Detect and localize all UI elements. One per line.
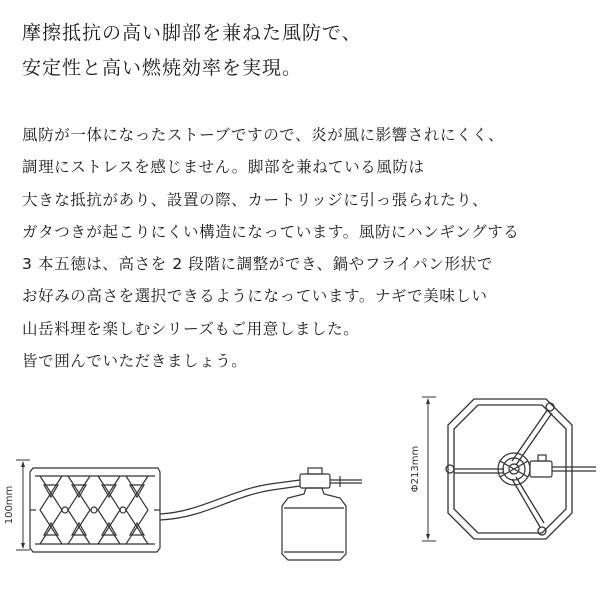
body-line-2: 調理にストレスを感じません。脚部を兼ねている風防は [22,158,425,177]
headline [22,16,582,86]
burner-head [498,453,530,485]
body-line-5: 3 本五徳は、高さを 2 段階に調整ができ、鍋やフライパン形状で [22,255,493,274]
diameter-dimension-label: Φ213mm [410,445,421,493]
body-line-6: お好みの高さを選択できるようになっています。ナギで美味しい [22,287,488,306]
height-dimension-label: 100mm [4,485,15,525]
headline-line-1: 摩擦抵抗の高い脚部を兼ねた風防で、 [22,22,362,44]
body-line-4: ガタつきが起こりにくい構造になっています。風防にハンギングする [22,222,520,241]
diameter-dimension [410,397,436,541]
gas-canister [282,488,346,560]
regulator-valve [300,468,362,488]
body-line-8: 皆で囲んでいただきましょう。 [22,352,248,371]
gas-hose [160,480,300,520]
body-line-1: 風防が一体になったストーブですので、炎が風に影響されにくく、 [22,126,505,144]
top-view-figure [400,385,600,600]
headline-line-2: 安定性と高い燃焼効率を実現。 [22,57,303,79]
body-line-3: 大きな抵抗があり、設置の際、カートリッジに引っ張られたり、 [22,190,489,209]
height-dimension [4,460,30,550]
body-line-7: 山岳料理を楽しむシリーズもご用意しました。 [22,319,360,338]
windscreen-body [30,468,160,552]
side-view-figure [0,450,380,570]
valve-assembly [530,455,596,477]
body-paragraph [22,119,592,377]
